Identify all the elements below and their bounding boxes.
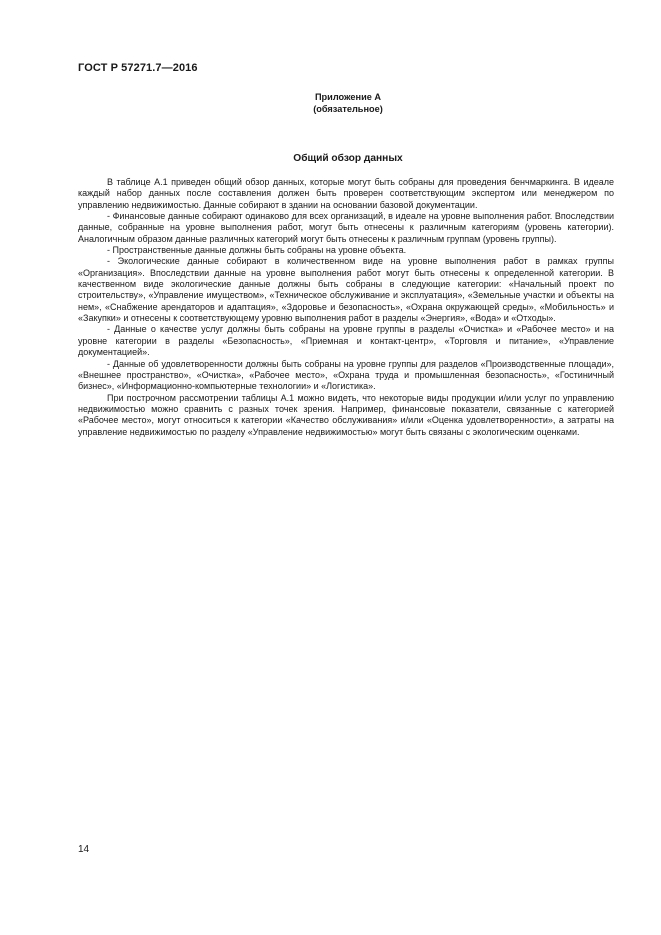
appendix-heading xyxy=(0,91,661,115)
paragraph-satisfaction-data: - Данные об удовлетворенности должны быть собраны на уровне группы для разделов «Производственные площади», «Внешнее пространство», «Очистка», «Рабочее место», «Охрана труда и промышленная безопасность», «Гостиничный бизнес», «Информационно-компьютерные технологии» и «Логистика». xyxy=(78,358,614,392)
paragraph-environmental-data: - Экологические данные собирают в количественном виде на уровне выполнения работ в рамках группы «Организация». Впоследствии данные на уровне выполнения работ могут быть отнесены к определенной категории. В качественном виде экологические данные должны быть собраны в следующие категории: «Начальный проект по строительству», «Управление имуществом», «Техническое обслуживание и эксплуатация», «Земельные участки и объекты на нем», «Снабжение арендаторов и адаптация», «Здоровье и безопасность», «Охрана окружающей среды», «Мобильность» и «Закупки» и отнесены к соответствующему уровню выполнения работ в разделы «Энергия», «Вода» и «Отходы». xyxy=(78,256,614,324)
appendix-title: Приложение А xyxy=(314,92,382,102)
body-text xyxy=(78,177,614,438)
paragraph-table-review: При построчном рассмотрении таблицы А.1 можно видеть, что некоторые виды продукции и/или услуг по управлению недвижимостью можно сравнить с разных точек зрения. Например, финансовые показатели, связанные с категорией «Рабочее место», могут относиться к категории «Качество обслуживания» и/или «Оценка удовлетворенности», а затраты на управление недвижимостью по разделу «Управление недвижимостью» могут быть связаны с экологическим оценками. xyxy=(78,392,614,437)
paragraph-intro: В таблице А.1 приведен общий обзор данных, которые могут быть собраны для проведения бенчмаркинга. В идеале каждый набор данных после составления должен быть проверен соответствующим экспертом или менеджером по управлению недвижимостью. Данные собирают в здании на основании базовой документации. xyxy=(78,177,614,210)
paragraph-service-quality-data: - Данные о качестве услуг должны быть собраны на уровне группы в разделы «Очистка» и «Рабочее место» и на уровне категории в разделы «Безопасность», «Приемная и контакт-центр», «Торговля и питание», «Управление документацией». xyxy=(78,324,614,358)
paragraph-spatial-data: - Пространственные данные должны быть собраны на уровне объекта. xyxy=(107,245,407,256)
page-number: 14 xyxy=(78,844,90,855)
section-title: Общий обзор данных xyxy=(293,153,403,164)
appendix-status: (обязательное) xyxy=(313,104,383,114)
document-code: ГОСТ Р 57271.7—2016 xyxy=(78,62,198,74)
paragraph-financial-data: - Финансовые данные собирают одинаково для всех организаций, в идеале на уровне выполнения работ. Впоследствии данные, собранные на уровне выполнения работ, могут быть отнесены к различным категориям (уровень категории). Аналогичным образом данные различных категорий могут быть отнесены к различным группам (уровень группы). xyxy=(78,211,614,244)
